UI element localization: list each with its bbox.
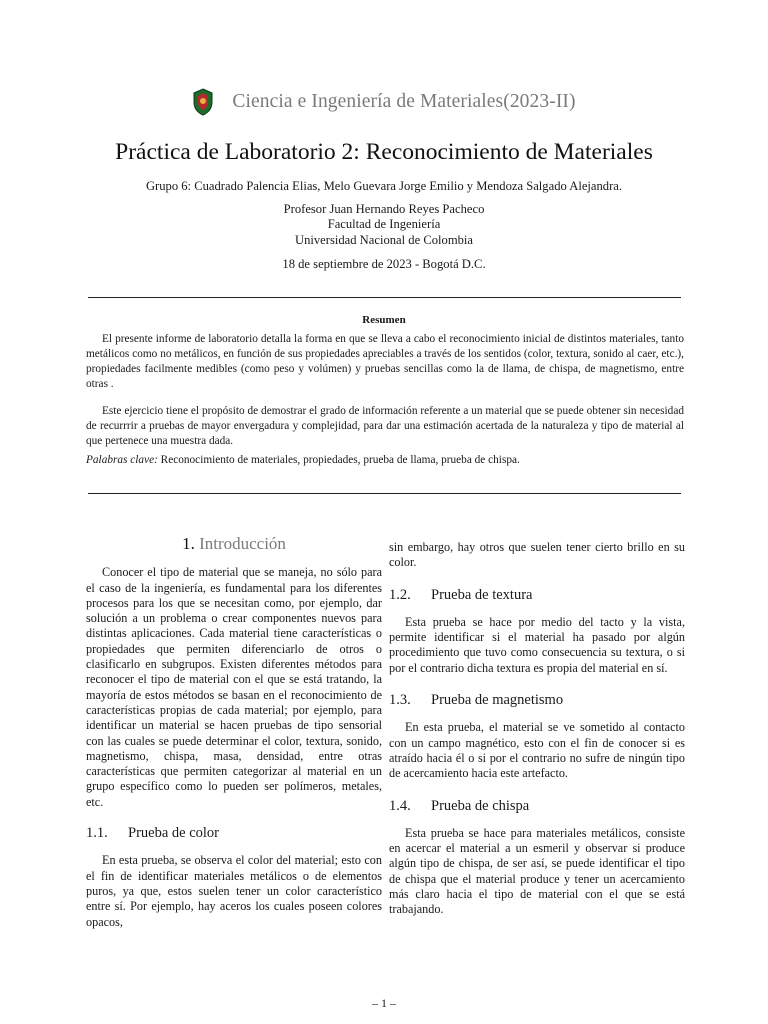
- introduction-text: Conocer el tipo de material que se maneja, no sólo para el caso de la ingeniería, es fundamental para los diferentes procesos para los que se necesitan como, por ejemplo, dar solución a un problema o crear componentes nuevos para distintas aplicaciones. Cada material tiene características o propiedades que permiten diferenciarlo de otros o clasificarlo en subgrupos. Existen diferentes métodos para reconocer el tipo de material con el que se está tratando, la mayoría de estos métodos se basan en el reconocimiento de características propias de cada material; por ejemplo, para identificar un material se hacen pruebas de tipo sensorial con las cuales se puede determinar el color, textura, sonido, magnetismo, chispa, masa, densidad, entre otras características que permiten categorizar al material en un grupo específico como lo pueden ser polímeros, metales, etc.: [86, 565, 382, 809]
- keywords: [86, 454, 684, 466]
- subsection-spark-heading: [389, 799, 685, 814]
- subsection-number: 1.1.: [86, 825, 108, 842]
- university-crest-icon: [192, 88, 214, 116]
- course-header: [0, 88, 768, 116]
- abstract-paragraph-2: [86, 404, 684, 449]
- left-column: [86, 536, 382, 930]
- subsection-title: Prueba de chispa: [431, 797, 530, 814]
- color-text: En esta prueba, se observa el color del material; esto con el fin de identificar materiales metálicos o de elementos puros, ya que, estos suelen tener un color característico entre sí. Por ejemplo, hay aceros los cuales poseen colores opacos,: [86, 853, 382, 929]
- subsection-number: 1.3.: [389, 692, 411, 709]
- keywords-text: Reconocimiento de materiales, propiedades, prueba de llama, prueba de chispa.: [160, 454, 520, 466]
- section-title: Introducción: [199, 534, 286, 553]
- paper-title: Práctica de Laboratorio 2: Reconocimiento de Materiales: [115, 139, 653, 165]
- color-text-continuation: sin embargo, hay otros que suelen tener cierto brillo en su color.: [389, 540, 685, 570]
- section-introduction-heading: [86, 536, 382, 551]
- texture-text: Esta prueba se hace por medio del tacto y la vista, permite identificar si el material ha pasado por algún procedimiento que tuvo como consecuencia su textura, o si por el contrario dicha textura es propia del material en sí.: [389, 614, 685, 675]
- subsection-texture-heading: [389, 588, 685, 603]
- subsection-title: Prueba de color: [128, 825, 219, 842]
- subsection-title: Prueba de textura: [431, 586, 533, 603]
- abstract-paragraph-1: [86, 332, 684, 392]
- right-column: [389, 540, 685, 918]
- abstract-heading: Resumen: [362, 314, 406, 326]
- university: Universidad Nacional de Colombia: [294, 232, 474, 247]
- subsection-magnetism-heading: [389, 693, 685, 708]
- subsection-color-heading: [86, 826, 382, 841]
- abstract-text-1: El presente informe de laboratorio detalla la forma en que se lleva a cabo el reconocimiento inicial de distintos materiales, tanto metálicos como no metálicos, en función de sus propiedades apreciables a través de los sentidos (color, textura, sonido al caer, etc.), propiedades facilmente medibles (como peso y volúmen) y pruebas sencillas como la de llama, de chispa, de magnetismo, entre otras .: [86, 333, 684, 391]
- keywords-label: Palabras clave:: [86, 454, 158, 466]
- spark-text: Esta prueba se hace para materiales metálicos, consiste en acercar el material a un esmeril y observar si produce algún tipo de chispa, de ser así, se puede identificar el tipo de chispa que el material produce y tener un acercamiento más claro hacia el tipo de material con el que se está trabajando.: [389, 825, 685, 917]
- subsection-number: 1.4.: [389, 797, 411, 814]
- top-divider: [88, 297, 681, 298]
- subsection-number: 1.2.: [389, 586, 411, 603]
- affiliation: [0, 202, 768, 248]
- bottom-divider: [88, 493, 681, 494]
- professor: Profesor Juan Hernando Reyes Pacheco: [283, 202, 485, 216]
- subsection-title: Prueba de magnetismo: [431, 692, 564, 709]
- page-number: – 1 –: [372, 996, 396, 1010]
- date-line: 18 de septiembre de 2023 - Bogotá D.C.: [282, 257, 486, 271]
- course-title: Ciencia e Ingeniería de Materiales(2023-II): [232, 91, 576, 112]
- section-number: 1.: [182, 534, 195, 553]
- magnetism-text: En esta prueba, el material se ve sometido al contacto con un campo magnético, esto con el fin de conocer si es atraído hacia él o si por el contrario no sufre de ningún tipo de acercamiento hacia este artefacto.: [389, 720, 685, 781]
- abstract-text-2: Este ejercicio tiene el propósito de demostrar el grado de información referente a un material que se puede obtener sin necesidad de recurrrir a pruebas de mayor envergadura y complejidad, para dar una estimación acertada de la naturaleza y tipo de material al que pertenece una muestra dada.: [86, 405, 684, 448]
- faculty: Facultad de Ingeniería: [327, 217, 441, 232]
- authors: Grupo 6: Cuadrado Palencia Elias, Melo Guevara Jorge Emilio y Mendoza Salgado Alejandra.: [145, 179, 623, 193]
